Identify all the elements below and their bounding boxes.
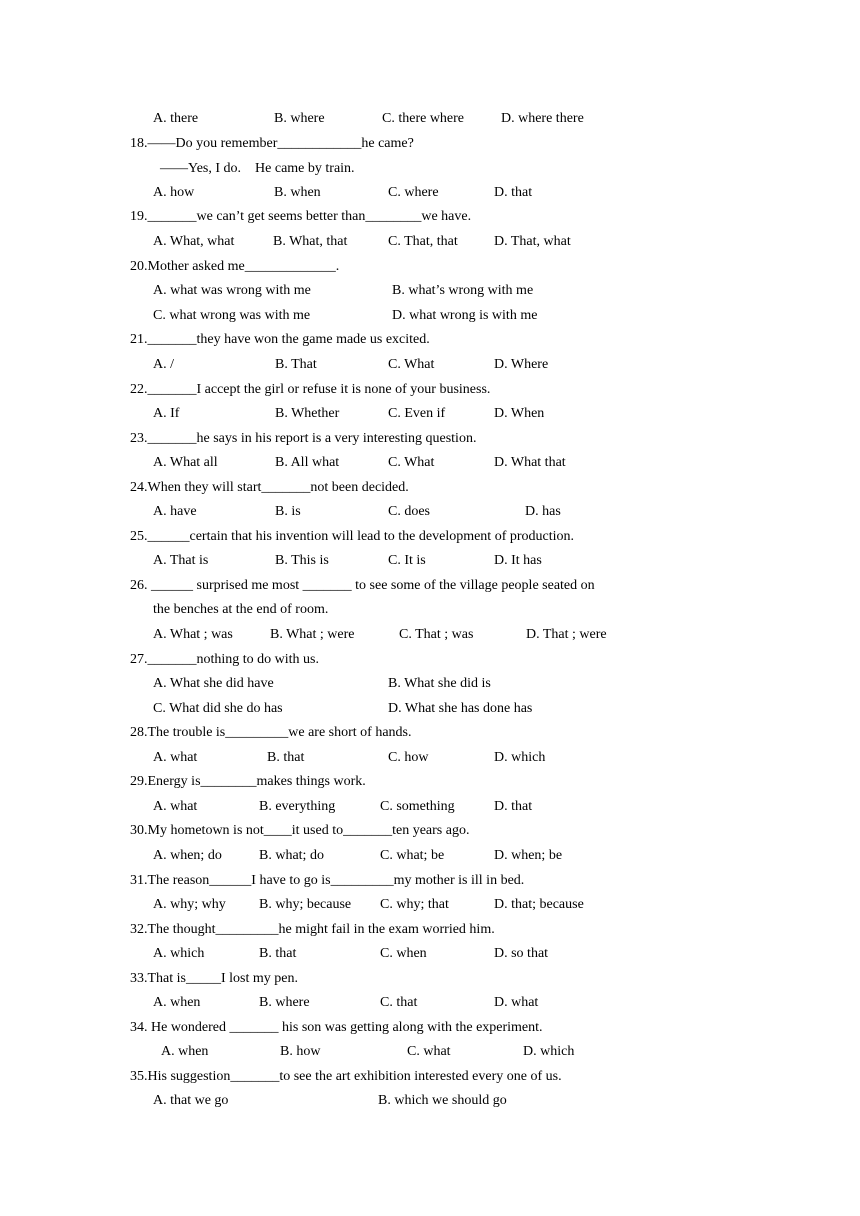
option-c: C. what; be	[380, 848, 445, 863]
option-a: A. what	[153, 799, 198, 814]
option-c: C. Even if	[388, 406, 446, 421]
question-stem: 24.When they will start_______not been decided.	[130, 480, 409, 495]
option-b: B. Whether	[275, 406, 340, 421]
option-b: B. What she did is	[388, 676, 491, 691]
option-b: B. where	[259, 995, 310, 1010]
option-a: A. there	[153, 111, 199, 126]
option-b: B. what; do	[259, 848, 324, 863]
question-stem: 18.——Do you remember____________he came?	[130, 136, 414, 151]
question-stem: 23._______he says in his report is a very interesting question.	[130, 431, 477, 446]
option-d: D. that	[494, 185, 533, 200]
option-a: A. That is	[153, 553, 209, 568]
option-d: D. where there	[501, 111, 584, 126]
question-stem: 31.The reason______I have to go is_________my mother is ill in bed.	[130, 873, 525, 888]
option-d: D. which	[494, 750, 546, 765]
option-b: B. What ; were	[270, 627, 355, 642]
option-c: C. what	[407, 1044, 451, 1059]
option-c: C. does	[388, 504, 430, 519]
option-c: C. What	[388, 357, 435, 372]
question-stem: 34. He wondered _______ his son was getting along with the experiment.	[130, 1020, 543, 1035]
option-a: A. when; do	[153, 848, 222, 863]
option-d: D. which	[523, 1044, 575, 1059]
option-d: D. so that	[494, 946, 549, 961]
question-stem: 21._______they have won the game made us excited.	[130, 332, 430, 347]
option-c: C. That ; was	[399, 627, 474, 642]
option-d: D. When	[494, 406, 545, 421]
option-d: D. It has	[494, 553, 542, 568]
option-c: C. What did she do has	[153, 701, 283, 716]
option-a: A. which	[153, 946, 205, 961]
option-a: A. how	[153, 185, 195, 200]
option-b: B. how	[280, 1044, 321, 1059]
option-b: B. what’s wrong with me	[392, 283, 534, 298]
option-b: B. What, that	[273, 234, 348, 249]
option-b: B. is	[275, 504, 301, 519]
option-d: D. what wrong is with me	[392, 308, 538, 323]
option-b: B. All what	[275, 455, 340, 470]
option-b: B. everything	[259, 799, 336, 814]
question-stem: 19._______we can’t get seems better than________we have.	[130, 209, 472, 224]
option-c: C. that	[380, 995, 418, 1010]
option-a: A. why; why	[153, 897, 226, 912]
option-a: A. What she did have	[153, 676, 274, 691]
option-c: C. what wrong was with me	[153, 308, 311, 323]
option-a: A. have	[153, 504, 197, 519]
question-stem: 25.______certain that his invention will lead to the development of production.	[130, 529, 575, 544]
option-d: D. when; be	[494, 848, 563, 863]
question-stem-cont: ——Yes, I do. He came by train.	[160, 161, 355, 176]
question-stem: 28.The trouble is_________we are short of hands.	[130, 725, 412, 740]
option-c: C. What	[388, 455, 435, 470]
question-stem: 22._______I accept the girl or refuse it is none of your business.	[130, 382, 491, 397]
option-d: D. has	[525, 504, 561, 519]
question-stem: 26. ______ surprised me most _______ to see some of the village people seated on	[130, 578, 595, 593]
option-d: D. That, what	[494, 234, 571, 249]
option-d: D. that; because	[494, 897, 584, 912]
question-stem: 27._______nothing to do with us.	[130, 652, 320, 667]
option-d: D. What she has done has	[388, 701, 533, 716]
option-b: B. This is	[275, 553, 329, 568]
option-a: A. when	[161, 1044, 209, 1059]
option-a: A. /	[153, 357, 174, 372]
option-c: C. there where	[382, 111, 465, 126]
question-stem: 33.That is_____I lost my pen.	[130, 971, 298, 986]
option-a: A. What all	[153, 455, 218, 470]
option-c: C. why; that	[380, 897, 449, 912]
option-c: C. how	[388, 750, 429, 765]
option-c: C. That, that	[388, 234, 458, 249]
option-a: A. If	[153, 406, 180, 421]
option-b: B. which we should go	[378, 1093, 507, 1108]
option-d: D. What that	[494, 455, 566, 470]
option-d: D. what	[494, 995, 539, 1010]
option-b: B. That	[275, 357, 317, 372]
option-d: D. Where	[494, 357, 549, 372]
question-stem: 20.Mother asked me_____________.	[130, 259, 340, 274]
option-d: D. that	[494, 799, 533, 814]
option-a: A. What ; was	[153, 627, 233, 642]
option-b: B. why; because	[259, 897, 352, 912]
option-b: B. where	[274, 111, 325, 126]
option-a: A. when	[153, 995, 201, 1010]
question-stem-cont: the benches at the end of room.	[153, 602, 329, 617]
option-a: A. that we go	[153, 1093, 229, 1108]
option-a: A. what was wrong with me	[153, 283, 311, 298]
option-c: C. something	[380, 799, 455, 814]
option-c: C. where	[388, 185, 439, 200]
option-d: D. That ; were	[526, 627, 607, 642]
option-b: B. that	[267, 750, 305, 765]
question-stem: 30.My hometown is not____it used to_______ten years ago.	[130, 823, 470, 838]
option-b: B. when	[274, 185, 321, 200]
option-c: C. It is	[388, 553, 426, 568]
question-stem: 29.Energy is________makes things work.	[130, 774, 366, 789]
question-stem: 35.His suggestion_______to see the art exhibition interested every one of us.	[130, 1069, 562, 1084]
option-b: B. that	[259, 946, 297, 961]
question-stem: 32.The thought_________he might fail in the exam worried him.	[130, 922, 495, 937]
option-a: A. what	[153, 750, 198, 765]
option-c: C. when	[380, 946, 427, 961]
option-a: A. What, what	[153, 234, 235, 249]
